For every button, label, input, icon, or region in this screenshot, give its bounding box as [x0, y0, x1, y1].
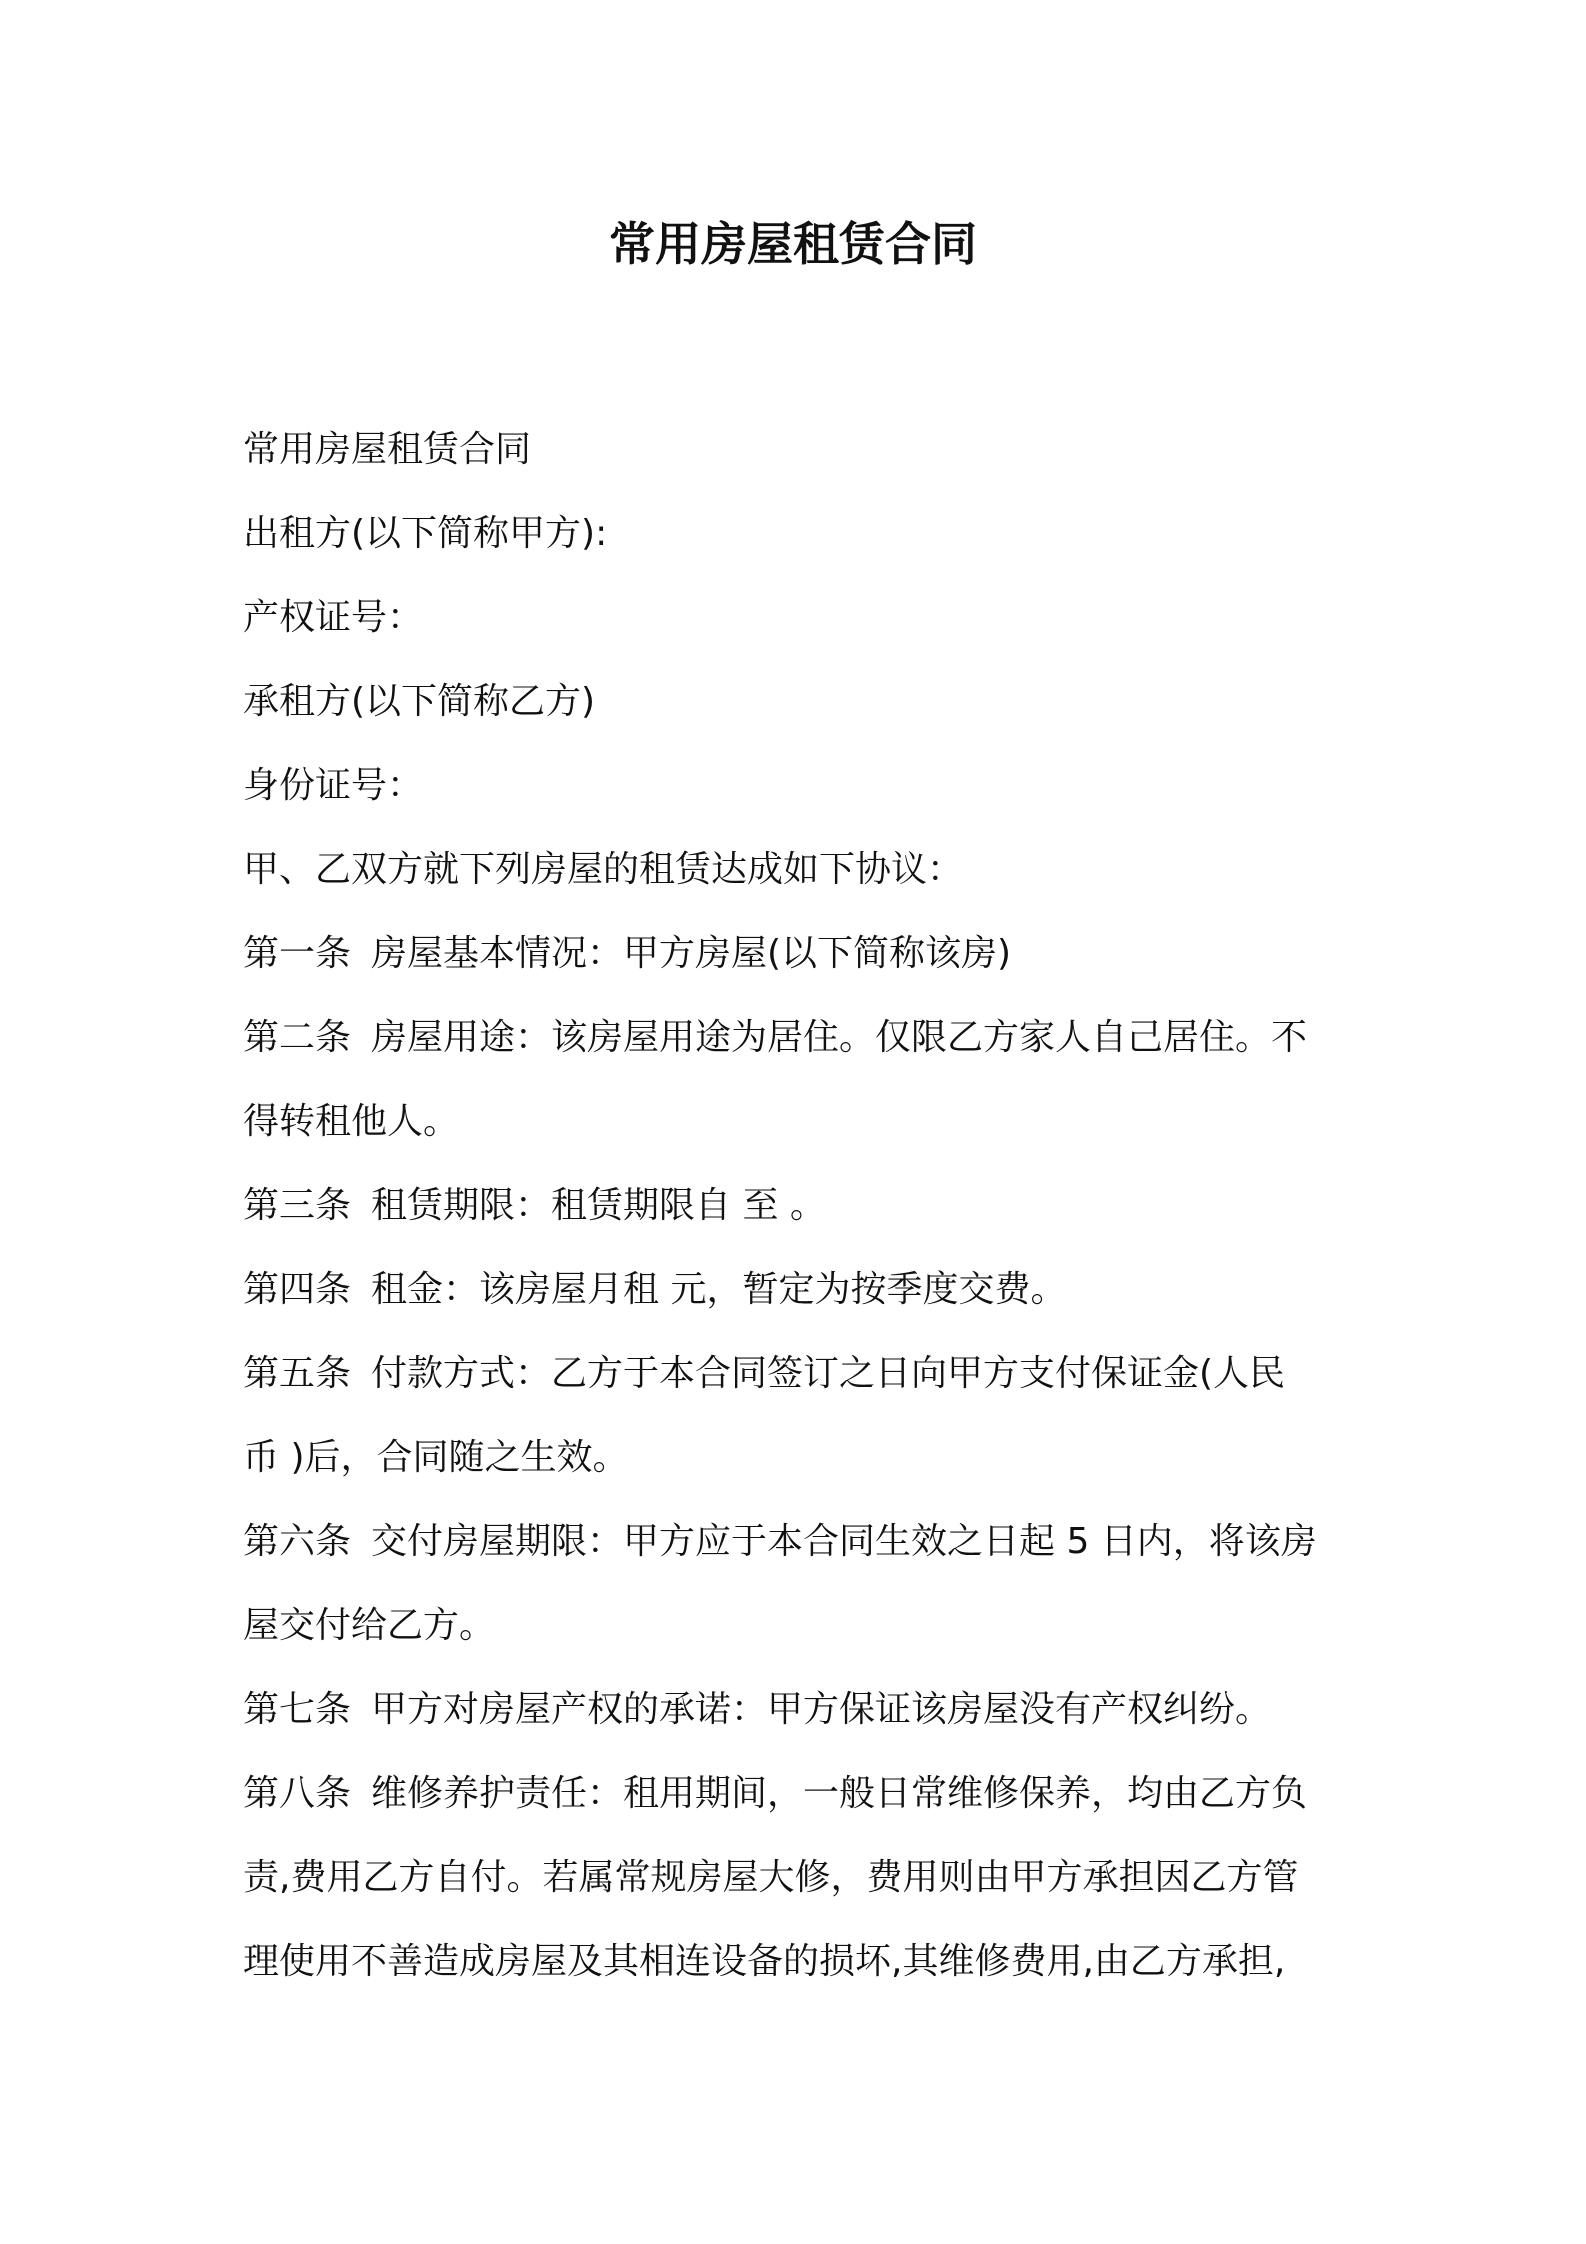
line-text: 理使用不善造成房屋及其相连设备的损坏,其维修费用,由乙方承担, [243, 1941, 1286, 1982]
article-line [243, 1500, 1355, 1584]
line-text: 承租方(以下简称乙方) [243, 681, 596, 722]
article-number: 第二条 [243, 1017, 352, 1058]
line-text: 身份证号： [243, 765, 424, 806]
line-text: 付款方式：乙方于本合同签订之日向甲方支付保证金(人民 [371, 1353, 1286, 1394]
article-line [243, 1248, 1355, 1332]
article-number: 第八条 [243, 1773, 352, 1814]
article-line [243, 996, 1355, 1080]
article-number: 第三条 [243, 1185, 352, 1226]
text-line [243, 576, 1355, 660]
line-text: 责,费用乙方自付。若属常规房屋大修，费用则由甲方承担因乙方管 [243, 1857, 1299, 1898]
line-text: 交付房屋期限：甲方应于本合同生效之日起 5 日内，将该房 [371, 1521, 1317, 1562]
article-line [243, 1332, 1355, 1416]
article-number: 第六条 [243, 1521, 352, 1562]
line-text: 甲方对房屋产权的承诺：甲方保证该房屋没有产权纠纷。 [371, 1689, 1272, 1730]
line-text: 币 )后，合同随之生效。 [243, 1437, 629, 1478]
line-text: 屋交付给乙方。 [243, 1605, 496, 1646]
line-text: 房屋基本情况：甲方房屋(以下简称该房) [371, 933, 1012, 974]
document-body [243, 408, 1355, 2004]
text-line [243, 408, 1355, 492]
line-text: 维修养护责任：租用期间，一般日常维修保养，均由乙方负 [371, 1773, 1308, 1814]
text-line [243, 1920, 1355, 2004]
article-line [243, 1164, 1355, 1248]
document-title: 常用房屋租赁合同 [609, 217, 977, 271]
text-line [243, 828, 1355, 912]
line-text: 租金：该房屋月租 元，暂定为按季度交费。 [371, 1269, 1067, 1310]
article-number: 第一条 [243, 933, 352, 974]
text-line [243, 744, 1355, 828]
line-text: 得转租他人。 [243, 1101, 460, 1142]
line-text: 产权证号： [243, 597, 424, 638]
line-text: 房屋用途：该房屋用途为居住。仅限乙方家人自己居住。不 [371, 1017, 1308, 1058]
article-line [243, 1752, 1355, 1836]
line-text: 甲、乙双方就下列房屋的租赁达成如下协议： [243, 849, 964, 890]
line-text: 出租方(以下简称甲方): [243, 513, 608, 554]
text-line [243, 1836, 1355, 1920]
article-number: 第七条 [243, 1689, 352, 1730]
text-line [243, 1416, 1355, 1500]
text-line [243, 660, 1355, 744]
text-line [243, 1584, 1355, 1668]
text-line [243, 492, 1355, 576]
article-number: 第四条 [243, 1269, 352, 1310]
article-line [243, 912, 1355, 996]
line-text: 常用房屋租赁合同 [243, 429, 532, 470]
article-number: 第五条 [243, 1353, 352, 1394]
line-text: 租赁期限：租赁期限自 至 。 [371, 1185, 826, 1226]
text-line [243, 1080, 1355, 1164]
article-line [243, 1668, 1355, 1752]
